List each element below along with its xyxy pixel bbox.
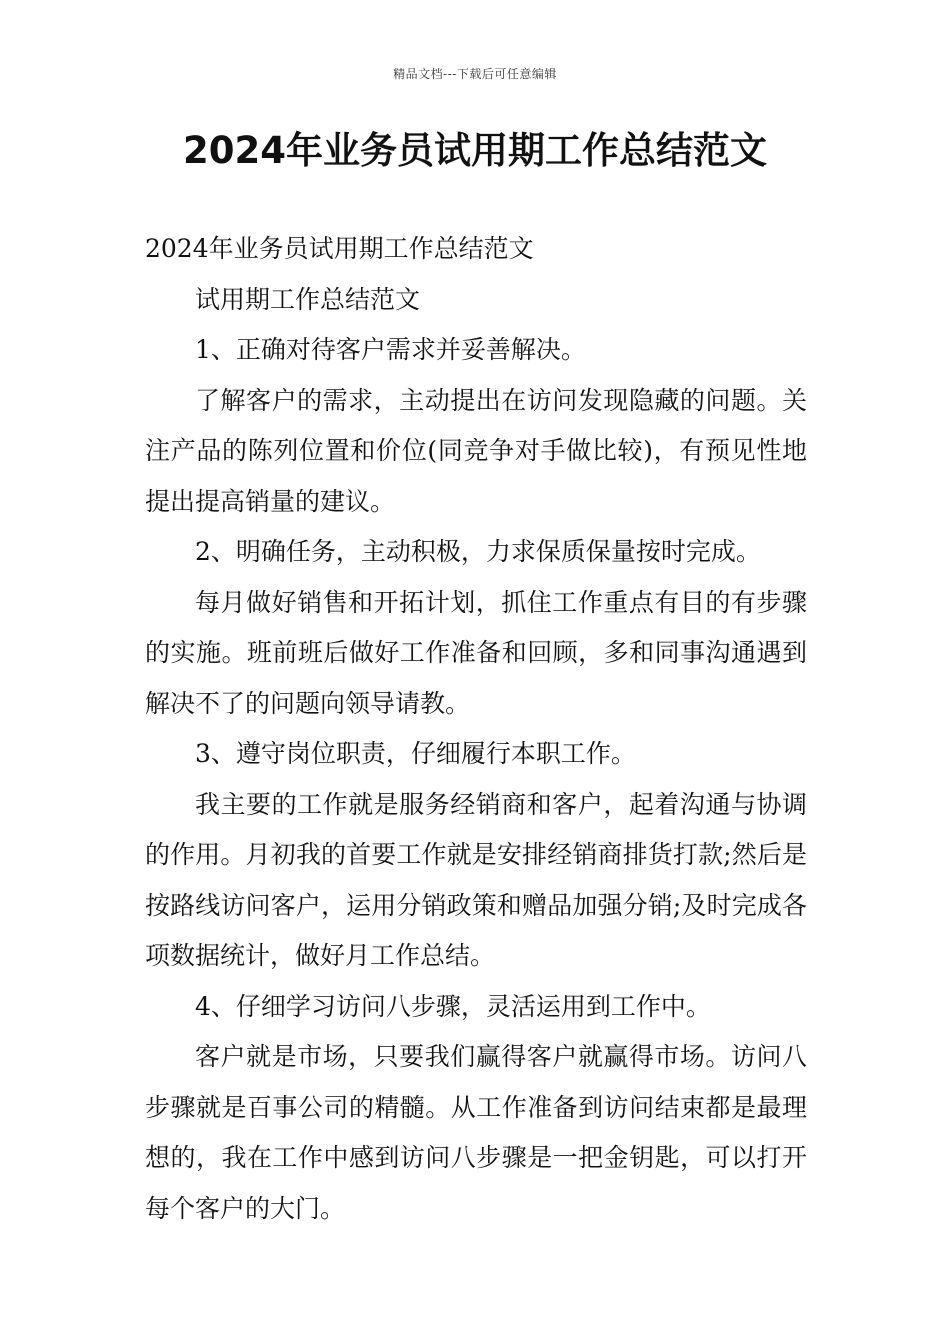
point-2-body: 每月做好销售和开拓计划，抓住工作重点有目的有步骤的实施。班前班后做好工作准备和回顾，多和同事沟通遇到解决不了的问题向领导请教。 — [145, 587, 807, 718]
point-1-body: 了解客户的需求，主动提出在访问发现隐藏的问题。关注产品的陈列位置和价位(同竞争对手做比较)，有预见性地提出提高销量的建议。 — [145, 385, 807, 516]
section-subtitle-paragraph: 试用期工作总结范文 — [195, 284, 421, 314]
page-header-note: 精品文档---下载后可任意编辑 — [393, 67, 557, 81]
point-3-heading: 3、遵守岗位职责，仔细履行本职工作。 — [195, 739, 636, 768]
point-4-heading: 4、仔细学习访问八步骤，灵活运用到工作中。 — [195, 991, 711, 1021]
body-heading-paragraph: 2024年业务员试用期工作总结范文 — [145, 234, 534, 263]
document-body — [145, 224, 807, 1234]
point-4-body: 客户就是市场，只要我们赢得客户就赢得市场。访问八步骤就是百事公司的精髓。从工作准备到访问结束都是最理想的，我在工作中感到访问八步骤是一把金钥匙，可以打开每个客户的大门。 — [145, 1042, 807, 1223]
point-2-heading: 2、明确任务，主动积极，力求保质保量按时完成。 — [195, 537, 761, 566]
document-title: 2024年业务员试用期工作总结范文 — [183, 129, 767, 172]
point-1-heading: 1、正确对待客户需求并妥善解决。 — [195, 335, 586, 364]
point-3-body: 我主要的工作就是服务经销商和客户，起着沟通与协调的作用。月初我的首要工作就是安排经销商排货打款;然后是按路线访问客户，运用分销政策和赠品加强分销;及时完成各项数据统计，做好月工作总结。 — [145, 789, 807, 970]
